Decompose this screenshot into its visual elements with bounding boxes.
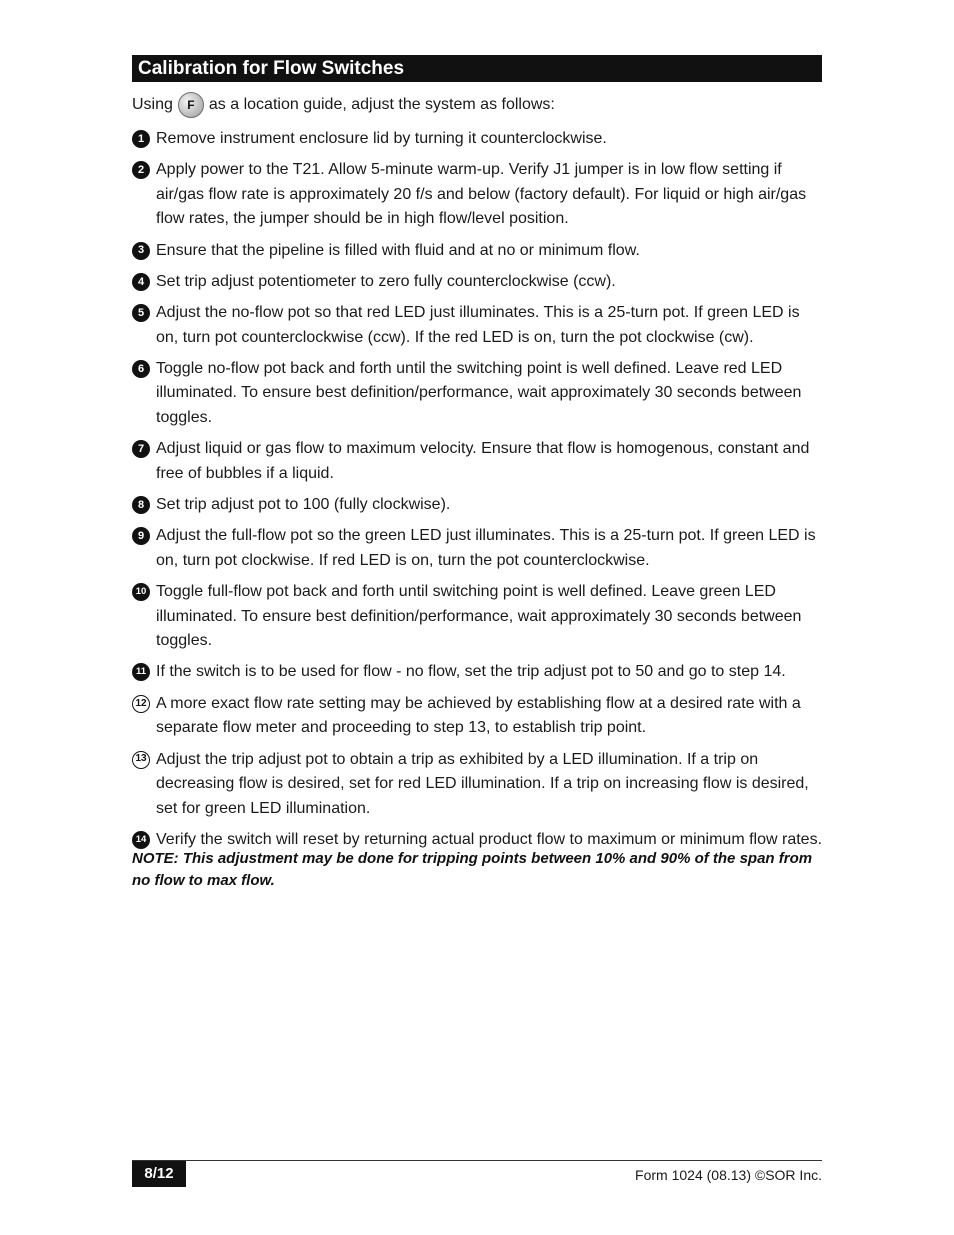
step-8 xyxy=(132,493,824,518)
step-number-icon: 12 xyxy=(132,695,150,713)
intro-line xyxy=(132,92,555,118)
step-number-icon: 6 xyxy=(132,360,150,378)
step-6 xyxy=(132,357,824,431)
intro-text-before: Using xyxy=(132,96,173,113)
step-number-icon: 7 xyxy=(132,440,150,458)
step-text: If the switch is to be used for flow - no flow, set the trip adjust pot to 50 and go to step 14. xyxy=(156,663,786,681)
step-text: Set trip adjust potentiometer to zero fully counterclockwise (ccw). xyxy=(156,272,616,290)
step-3 xyxy=(132,239,824,264)
step-2 xyxy=(132,158,824,232)
step-number-icon: 1 xyxy=(132,130,150,148)
step-text: A more exact flow rate setting may be achieved by establishing flow at a desired rate with a separate flow meter and proceeding to step 13, to establish trip point. xyxy=(156,694,801,737)
step-7 xyxy=(132,437,824,486)
step-11 xyxy=(132,660,824,685)
step-text: Adjust the no-flow pot so that red LED just illuminates. This is a 25-turn pot. If green LED is on, turn pot counterclockwise (ccw). If the red LED is on, turn the pot clockwise (cw). xyxy=(156,304,800,346)
step-10 xyxy=(132,580,824,654)
step-text: Toggle no-flow pot back and forth until the switching point is well defined. Leave red LED illuminated. To ensure best definition/performance, wait approximately 30 seconds between toggles. xyxy=(156,359,802,426)
step-number-icon: 9 xyxy=(132,527,150,545)
page-number: 8/12 xyxy=(132,1161,186,1187)
step-text: Toggle full-flow pot back and forth until switching point is well defined. Leave green LED illuminated. To ensure best definition/performance, wait approximately 30 seconds between toggles. xyxy=(156,583,802,650)
step-12 xyxy=(132,692,824,741)
step-text: Apply power to the T21. Allow 5-minute warm-up. Verify J1 jumper is in low flow setting if air/gas flow rate is approximately 20 f/s and below (factory default). For liquid or high air/gas flow rates, the jumper should be in high flow/level position. xyxy=(156,161,807,228)
step-text: Set trip adjust pot to 100 (fully clockwise). xyxy=(156,496,451,514)
footer-divider xyxy=(132,1160,822,1161)
adjustment-note: NOTE: This adjustment may be done for tripping points between 10% and 90% of the span from no flow to max flow. xyxy=(132,850,813,889)
location-guide-f-icon: F xyxy=(178,92,204,118)
step-text: Adjust the full-flow pot so the green LED just illuminates. This is a 25-turn pot. If green LED is on, turn pot clockwise. If red LED is on, turn the pot counterclockwise. xyxy=(156,527,816,569)
step-number-icon: 5 xyxy=(132,304,150,322)
step-text: Ensure that the pipeline is filled with fluid and at no or minimum flow. xyxy=(156,241,640,259)
intro-text-after: as a location guide, adjust the system as follows: xyxy=(208,96,555,113)
step-number-icon: 10 xyxy=(132,583,150,601)
step-number-icon: 11 xyxy=(132,663,150,681)
step-5 xyxy=(132,301,824,350)
step-text: Verify the switch will reset by returning actual product flow to maximum or minimum flow rates. xyxy=(156,830,823,848)
step-number-icon: 14 xyxy=(132,831,150,849)
step-text: Adjust the trip adjust pot to obtain a trip as exhibited by a LED illumination. If a trip on decreasing flow is desired, set for red LED illumination. If a trip on increasing flow is desired, set for green LED illumination. xyxy=(156,750,809,817)
section-title: Calibration for Flow Switches xyxy=(132,55,822,82)
step-number-icon: 8 xyxy=(132,496,150,514)
step-number-icon: 2 xyxy=(132,161,150,179)
step-text: Adjust liquid or gas flow to maximum velocity. Ensure that flow is homogenous, constant and free of bubbles if a liquid. xyxy=(156,440,810,482)
step-1 xyxy=(132,127,824,152)
step-number-icon: 3 xyxy=(132,242,150,260)
calibration-steps xyxy=(132,127,824,859)
step-text: Remove instrument enclosure lid by turning it counterclockwise. xyxy=(156,130,607,147)
step-number-icon: 4 xyxy=(132,273,150,291)
step-9 xyxy=(132,524,824,573)
step-13 xyxy=(132,748,824,822)
step-4 xyxy=(132,270,824,295)
step-number-icon: 13 xyxy=(132,751,150,769)
form-info: Form 1024 (08.13) ©SOR Inc. xyxy=(635,1167,822,1183)
